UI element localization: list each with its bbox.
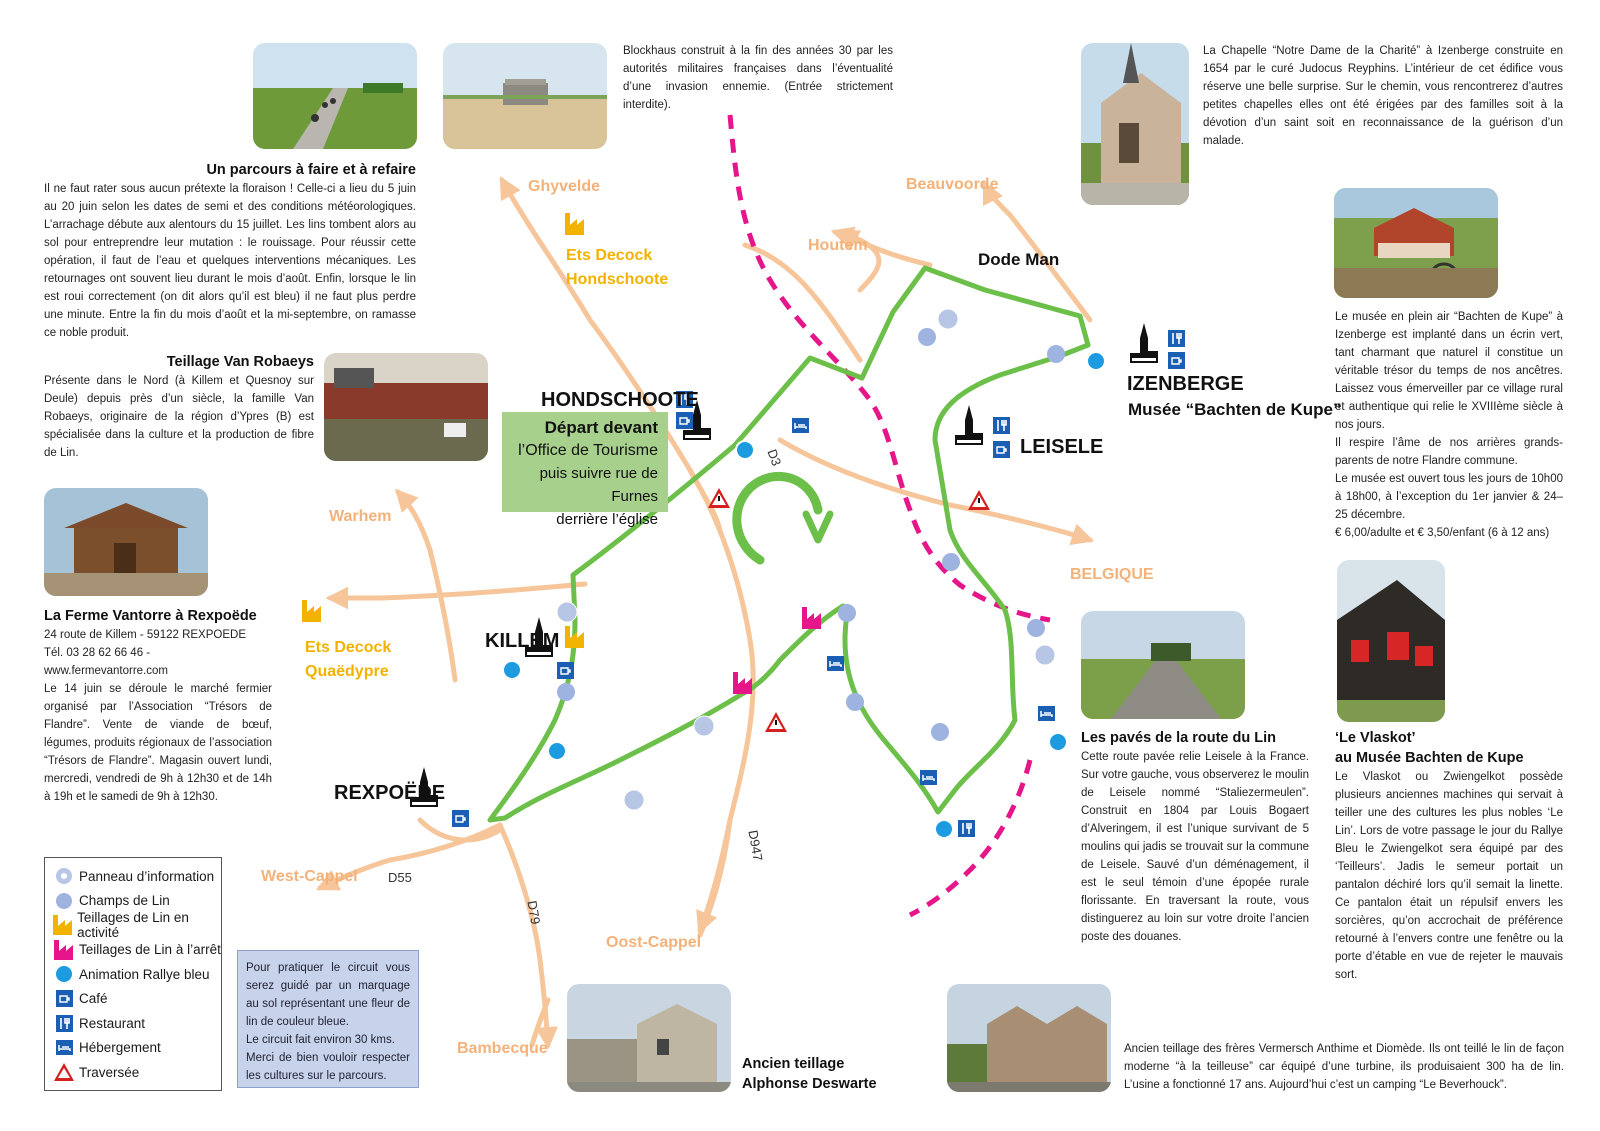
cafe-icon xyxy=(676,412,693,429)
church-izenberge-icon xyxy=(1130,323,1158,363)
photo-teillage-van-robaeys xyxy=(324,353,488,461)
rallye-icon xyxy=(548,742,566,760)
vermersch-body: Ancien teillage des frères Vermersch Anthime et Diomède. Ils ont teillé le lin de façon moderne “à la teilleuse” car équipé d’une turbine, ils produisaient 300 ha de lin. L’usine a fonctionné 17 ans. Aujourd’hui c’est un camping “Le Beverhouck”. xyxy=(1124,1043,1564,1091)
depart-line2: l’Office de Tourisme xyxy=(518,442,658,459)
musee-p1: Le musée en plein air “Bachten de Kupe” à Izenberge est implanté dans un écrin vert, tant charmant que naturel il constitue un véritable trésor du temps de nos ancêtres. Laissez vous émerveiller par ce village rural et authentique qui relie le XVIIIème siècle à nos jours. xyxy=(1335,311,1563,431)
vlaskot-body: Le Vlaskot ou Zwiengelkot possède plusieurs anciennes machines qui servait à teiller une des cultures les plus nobles ‘Le Lin’. Lors de votre passage le jour du Rallye Bleu le Zwiengelkot sera équipé par des ‘Teilleurs’. Jadis le semeur portait un pantalon déchiré lors qu’il semait la linette. Ce pantalon était un répulsif envers les sorcières, qu’on accrochait de préférence retourné à l’envers contre une fenêtre ou la porte d’étable en vue de rejeter le mauvais sort. xyxy=(1335,771,1563,981)
town-izenberge: IZENBERGE xyxy=(1127,373,1244,395)
road-label-d79: D79 xyxy=(524,899,544,926)
dir-bambecque: Bambecque xyxy=(457,1040,548,1057)
restaurant-icon xyxy=(1168,330,1185,347)
stopped-teillage-icon xyxy=(54,940,74,960)
legend-label: Teillages de Lin à l’arrêt xyxy=(79,942,221,958)
town-killem: KILLEM xyxy=(485,630,560,652)
ferme-block xyxy=(44,606,272,806)
road-quaedypre xyxy=(330,584,585,598)
dir-warhem: Warhem xyxy=(329,508,392,525)
legend-label: Panneau d’information xyxy=(79,868,215,884)
legend-row-crossing xyxy=(53,1060,221,1085)
circuit xyxy=(490,268,1088,820)
chapelle-body: La Chapelle “Notre Dame de la Charité” à Izenberge construite en 1654 par le curé Judocus Reyphins. L’intérieur de cet édifice vous réserve une belle surprise. Sur le chemin, vous rencontrerez d’autres petites chapelles elles ont été érigées par des familles soit à la dévotion d’un saint soit en reconnaissance de la guérison d’un malade. xyxy=(1203,45,1563,147)
teillage-vr-body: Présente dans le Nord (à Killem et Quesnoy sur Deule) depuis près d’un siècle, la famille Van Robaeys, originaire de la région d’Ypres (B) est spécialisée dans la culture et la production de fibre de Lin. xyxy=(44,375,314,459)
ferme-address: 24 route de Killem - 59122 REXPOEDE xyxy=(44,629,246,641)
note-line-1: Pour pratiquer le circuit vous serez guidé par un marquage au sol représentant une fleur de lin de couleur bleue. xyxy=(246,962,410,1028)
active-teillage-icon xyxy=(53,915,73,935)
photo-musee xyxy=(1334,188,1498,298)
ancien-deswarte-caption xyxy=(742,1054,902,1094)
crossing-warning-icon xyxy=(968,490,990,510)
flax-field-icon xyxy=(942,553,960,571)
legend-label: Animation Rallye bleu xyxy=(79,966,210,982)
rallye-icon xyxy=(55,965,73,983)
info-panel-icon xyxy=(624,790,644,810)
legend-row-active xyxy=(53,910,221,941)
lodging-icon xyxy=(920,770,937,785)
flax-field-icon xyxy=(918,328,936,346)
teillage-label-quaedypre xyxy=(305,636,391,684)
photo-ferme-vantorre xyxy=(44,488,208,596)
legend-label: Hébergement xyxy=(79,1040,161,1056)
roads xyxy=(320,180,1090,1045)
dir-oost-cappel: Oost-Cappel xyxy=(606,934,702,951)
cafe-icon xyxy=(452,810,469,827)
paves-block xyxy=(1081,728,1309,946)
cafe-icon xyxy=(993,441,1010,458)
rallye-icon xyxy=(1049,733,1067,751)
rallye-icon xyxy=(935,820,953,838)
restaurant-icon xyxy=(56,1015,73,1032)
legend-label: Teillages de Lin en activité xyxy=(77,910,189,941)
info-panel-icon xyxy=(694,716,714,736)
blockhaus-text xyxy=(623,42,893,114)
dir-houtem: Houtem xyxy=(808,237,868,254)
photo-chapelle xyxy=(1081,43,1189,205)
teillage-hondschoote-line1: Ets Decock xyxy=(566,247,653,264)
rallye-icon xyxy=(503,661,521,679)
photo-vlaskot xyxy=(1337,560,1445,722)
depart-line1: Départ devant xyxy=(544,418,658,437)
active-teillage-icon xyxy=(302,600,321,622)
info-panel-icon xyxy=(1035,645,1055,665)
road-label-d3: D3 xyxy=(764,447,785,468)
note-line-2: Le circuit fait environ 30 kms. xyxy=(246,1034,395,1046)
dir-belgique: BELGIQUE xyxy=(1070,566,1154,583)
teillage-quaedypre-line1: Ets Decock xyxy=(305,639,392,656)
legend-row-cafe xyxy=(53,987,221,1012)
place-dode-man: Dode Man xyxy=(978,250,1060,269)
rallye-icon xyxy=(1087,352,1105,370)
info-panel-icon xyxy=(938,309,958,329)
cafe-icon xyxy=(557,662,574,679)
parcours-body: Il ne faut rater sous aucun prétexte la floraison ! Celle-ci a lieu du 5 juin au 20 juin selon les dates de semi et des conditions météorologiques. L’arrachage débute aux alentours du 15 juillet. Les lins tombent alors au sol pour entreprendre leur mutation : le rouissage. Pour réussir cette opération, il faut de l’eau et quelques interventions mécaniques. Les retournages ont souvent lieu durant le mois d’août. Enfin, lorsque le lin est roui correctement (on dit alors qu’il est bleu) il ne faut plus perdre une minute. Entre la fin du mois d’août et la mi-septembre, on ramasse ce noble produit. xyxy=(44,183,416,339)
musee-p3: Le musée est ouvert tous les jours de 10h00 à 18h00, à l’exception du 1er janvier & 24–25 décembre. xyxy=(1335,473,1563,521)
flax-field-icon xyxy=(55,892,73,910)
legend-row-lodging xyxy=(53,1036,221,1061)
musee-p2: Il respire l’âme de nos arrières grands-parents de notre Flandre commune. xyxy=(1335,437,1563,467)
flax-field-icon xyxy=(931,723,949,741)
teillage-vr-block xyxy=(44,352,314,462)
town-rexpoede: REXPOËDE xyxy=(334,782,446,804)
photo-ancien-teillage-deswarte xyxy=(567,984,731,1092)
restaurant-icon xyxy=(958,820,975,837)
note-line-3: Merci de bien vouloir respecter les cultures sur le parcours. xyxy=(246,1052,410,1082)
flax-field-icon xyxy=(557,683,575,701)
legend-label: Traversée xyxy=(79,1064,140,1080)
legend-row-rallye xyxy=(53,962,221,987)
ferme-body: Le 14 juin se déroule le marché fermier organisé par l’Association “Trésors de Flandre”. Vente de viande de bœuf, légumes, produits régionaux de l’association “Trésors de Flandre”. Magasin ouvert lundi, mercredi, vendredi de 9h à 12h30 et de 14h à 19h et le samedi de 9h à 12h30. xyxy=(44,683,272,803)
crossing-warning-icon xyxy=(54,1063,74,1081)
road-label-d947: D947 xyxy=(745,828,766,863)
paves-title: Les pavés de la route du Lin xyxy=(1081,730,1276,746)
teillage-quaedypre-line2: Quaëdypre xyxy=(305,663,389,680)
ferme-tel: Tél. 03 28 62 66 46 - www.fermevantorre.com xyxy=(44,647,168,677)
blockhaus-body: Blockhaus construit à la fin des années 30 par les autorités militaires françaises dans l’éventualité d’une invasion ennemie. (Entrée strictement interdite). xyxy=(623,45,893,111)
cafe-icon xyxy=(1168,352,1185,369)
flax-field-icon xyxy=(1047,345,1065,363)
chapelle-text xyxy=(1203,42,1563,150)
crossing-warning-icon xyxy=(708,488,730,508)
parcours-block xyxy=(44,160,416,342)
dir-west-cappel: West-Cappel xyxy=(261,868,358,885)
legend-row-info xyxy=(53,864,221,889)
vlaskot-title-2: au Musée Bachten de Kupe xyxy=(1335,750,1524,766)
church-leisele-icon xyxy=(955,405,983,445)
depart-line4: derrière l’église xyxy=(556,511,658,528)
legend-label: Champs de Lin xyxy=(79,893,170,909)
church-icons xyxy=(410,323,1158,807)
info-panel-icon xyxy=(557,602,577,622)
legend-row-stopped xyxy=(53,938,221,963)
road-label-d55: D55 xyxy=(388,870,412,885)
restaurant-icon xyxy=(993,417,1010,434)
rallye-icon xyxy=(736,441,754,459)
vermersch-text xyxy=(1124,1040,1564,1094)
stopped-teillage-icon xyxy=(802,607,821,629)
dir-beauvoorde: Beauvoorde xyxy=(906,176,999,193)
road-warhem xyxy=(398,492,455,680)
lodging-icon xyxy=(56,1040,73,1055)
vlaskot-block xyxy=(1335,728,1563,984)
flax-field-icon xyxy=(846,693,864,711)
photo-cyclists xyxy=(253,43,417,149)
lodging-icon xyxy=(792,418,809,433)
direction-arrow xyxy=(737,476,830,560)
parcours-title: Un parcours à faire et à refaire xyxy=(206,162,416,178)
photo-paves xyxy=(1081,611,1245,719)
legend xyxy=(44,857,222,1091)
depart-box xyxy=(502,412,668,528)
dir-ghyvelde: Ghyvelde xyxy=(528,178,601,195)
photo-vermersch xyxy=(947,984,1111,1092)
info-panel-icon xyxy=(55,867,73,885)
town-leisele: LEISELE xyxy=(1020,436,1104,458)
flax-field-icon xyxy=(838,604,856,622)
ancien-deswarte-line2: Alphonse Deswarte xyxy=(742,1076,877,1092)
lodging-icon xyxy=(1038,706,1055,721)
town-hondschoote: HONDSCHOOTE xyxy=(541,389,699,411)
cafe-icon xyxy=(56,990,73,1007)
ferme-title: La Ferme Vantorre à Rexpoëde xyxy=(44,608,257,624)
vlaskot-title-1: ‘Le Vlaskot’ xyxy=(1335,730,1416,746)
crossing-warning-icon xyxy=(765,712,787,732)
izenberge-museum: Musée “Bachten de Kupe” xyxy=(1128,400,1342,419)
musee-p4: € 6,00/adulte et € 3,50/enfant (6 à 12 ans) xyxy=(1335,527,1550,539)
teillage-label-hondschoote xyxy=(566,244,668,292)
paves-body: Cette route pavée relie Leisele à la France. Sur votre gauche, vous observerez le moulin de Leisele nommé “Staliezermeulen”. Construit en 1804 par Louis Bogaert d’Alveringem, il est l’unique survivant de 5 moulins qui jadis se trouvait sur la commune de Leisele. Sauvé d’un déménagement, il est le seul témoin d’une épopée rurale florissante. En traversant la route, vous distinguerez au loin sur votre droite l’ancien poste des douanes. xyxy=(1081,751,1309,943)
teillage-vr-title: Teillage Van Robaeys xyxy=(166,354,314,370)
lodging-icon xyxy=(827,656,844,671)
active-teillage-icon xyxy=(565,213,584,235)
musee-block xyxy=(1335,308,1563,542)
info-note-box xyxy=(237,950,419,1088)
legend-row-restaurant xyxy=(53,1011,221,1036)
flax-field-icon xyxy=(1027,619,1045,637)
stopped-teillage-icon xyxy=(733,672,752,694)
photo-blockhaus xyxy=(443,43,607,149)
teillage-hondschoote-line2: Hondschoote xyxy=(566,271,669,288)
ancien-deswarte-line1: Ancien teillage xyxy=(742,1056,845,1072)
depart-line3: puis suivre rue de Furnes xyxy=(539,465,658,505)
legend-label: Restaurant xyxy=(79,1015,146,1031)
legend-label: Café xyxy=(79,991,108,1007)
